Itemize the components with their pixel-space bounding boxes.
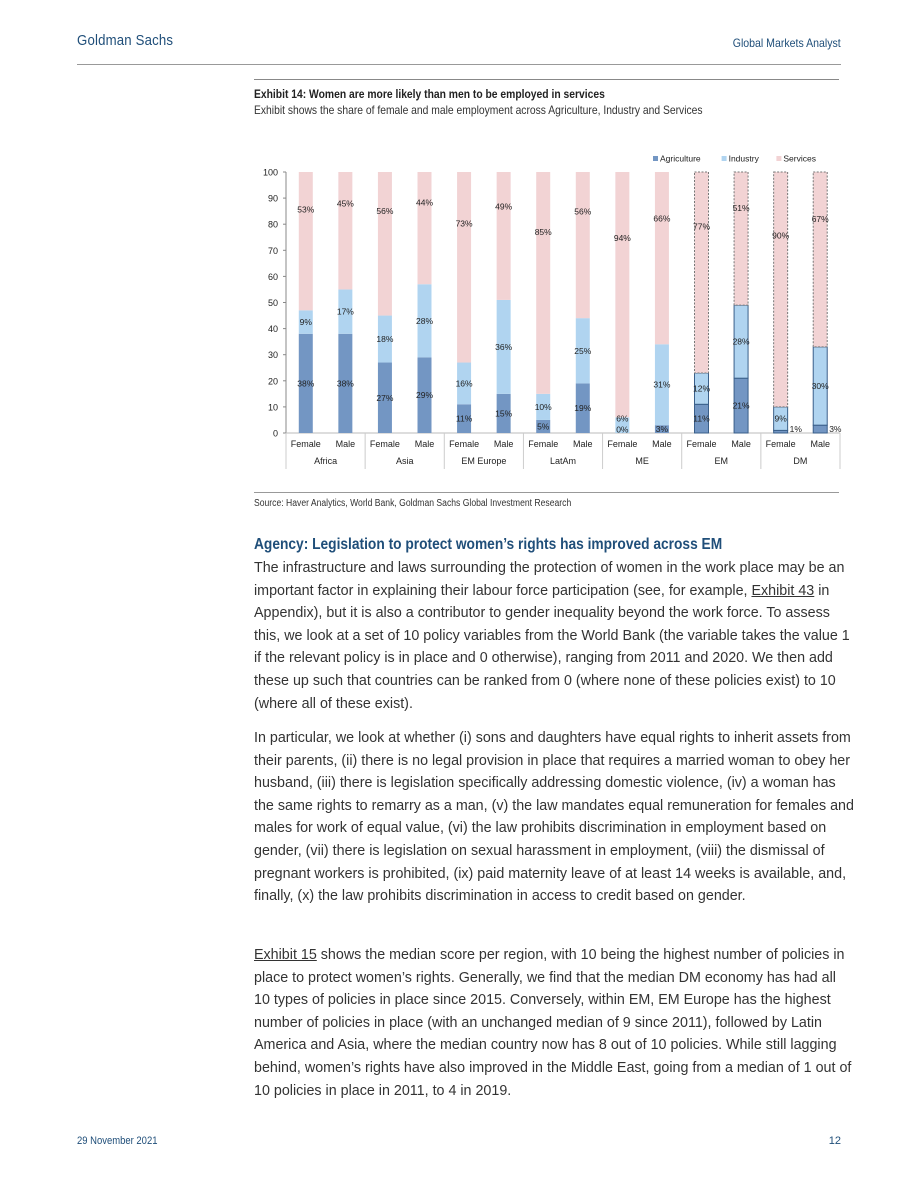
data-label-services: 94% [613,233,631,244]
data-label-agriculture: 19% [574,403,592,414]
y-tick-label: 10 [267,402,278,413]
data-label-industry: 12% [692,383,711,394]
data-label-agriculture: 0% [616,424,629,435]
x-category-label: Male [810,439,830,449]
data-label-agriculture: 5% [537,421,550,432]
data-label-services: 49% [495,201,513,212]
x-group-label: DM [793,456,808,466]
x-group-label: Africa [314,456,338,466]
x-category-label: Male [573,439,593,449]
legend-label-services: Services [783,153,816,164]
x-category-label: Female [369,439,400,449]
data-label-industry: 25% [574,345,592,356]
x-group-label: ME [635,456,649,466]
exhibit-title: Exhibit 14: Women are more likely than men to be employed in services [254,87,605,101]
exhibit-subtitle: Exhibit shows the share of female and male employment across Agriculture, Industry and Services [254,103,703,117]
legend-swatch-industry [722,156,727,161]
exhibit-source: Source: Haver Analytics, World Bank, Goldman Sachs Global Investment Research [254,498,572,509]
stacked-bar-chart [254,148,844,478]
data-label-industry: 9% [299,317,312,328]
x-category-label: Female [686,439,717,449]
bar-segment-services [536,172,550,394]
x-group-label: LatAm [549,456,577,466]
bar-segment-services [734,172,748,305]
exhibit-43-link[interactable]: Exhibit 43 [751,582,815,599]
data-label-services: 67% [811,214,829,225]
y-tick-label: 0 [272,428,278,439]
paragraph-3 [254,944,854,1102]
source-divider [254,492,839,493]
data-label-services: 66% [653,213,671,224]
y-tick-label: 90 [267,193,278,204]
x-group-label: EM [714,456,729,466]
x-category-label: Female [449,439,480,449]
legend-label-agriculture: Agriculture [660,153,701,164]
data-label-services: 73% [455,218,473,229]
y-tick-label: 60 [267,271,278,282]
bar-segment-services [497,172,511,300]
data-label-agriculture: 29% [415,390,434,401]
data-label-industry: 16% [455,378,473,389]
bar-segment-services [415,172,434,284]
x-category-label: Male [731,439,751,449]
y-tick-label: 80 [267,219,278,230]
x-category-label: Male [493,439,514,449]
paragraph-1 [254,557,854,715]
x-category-label: Male [652,439,672,449]
data-label-agriculture: 3% [655,424,669,434]
legend-swatch-services [776,156,781,161]
bar-segment-services [615,172,629,417]
bar-segment-services [378,172,392,316]
data-label-services: 44% [415,197,434,208]
data-label-agriculture: 21% [732,400,750,411]
data-label-industry: 18% [376,334,394,345]
data-label-industry: 30% [811,381,829,392]
paragraph-3-text: shows the median score per region, with 10 being the highest number of policies in place to protect women’s rights. Generally, we find that the median DM economy has had all 10 types of policies in place since 2015. Conversely, within EM, EM Europe has the highest number of policies in place (with an unchanged median of 9 since 2011), followed by Latin America and Asia, where the median country now has 8 out of 10 policies. While still lagging behind, women’s rights have also improved in the Middle East, going from a median of 1 out of 10 policies in place in 2011, to 4 in 2019. [254,947,852,1099]
bar-segment-services [692,172,711,373]
data-label-industry: 6% [616,413,629,424]
data-label-services: 51% [732,202,750,213]
paragraph-1-intro: The infrastructure and laws surrounding the protection of women in the work place may be an important factor in explaining their labour force participation (see, for example, [254,560,845,599]
data-label-services: 45% [336,198,354,209]
header-divider [77,64,841,65]
data-label-agriculture: 38% [297,378,315,389]
bar-segment-services [299,172,313,310]
exhibit-15-link[interactable]: Exhibit 15 [254,947,317,963]
data-label-industry: 28% [415,315,434,326]
data-label-agriculture: 15% [495,408,513,419]
report-date: 29 November 2021 [77,1135,158,1147]
bar-segment-services [774,172,788,407]
publication-name: Global Markets Analyst [733,36,841,50]
x-category-label: Female [607,439,638,449]
data-label-services: 56% [376,205,394,216]
paragraph-1-text: in Appendix), but it is also a contributor to gender inequality beyond the work force. To assess this, we look at a set of 10 policy variables from the World Bank (the variable takes the value 1 if the relevant policy is in place and 0 otherwise), ranging from 2011 and 2020. We then add these up such that countries can be ranked from 0 (where none of these policies exist) to 10 (where all of these exist). [254,582,850,712]
data-label-services: 90% [772,230,790,241]
page-number: 12 [828,1135,841,1147]
data-label-services: 56% [574,206,592,217]
data-label-agriculture: 11% [693,413,710,424]
y-tick-label: 50 [267,298,278,308]
x-category-label: Female [290,439,321,449]
bar-segment-services [813,172,827,347]
data-label-industry: 28% [732,336,750,347]
data-label-agriculture: 27% [376,392,394,403]
bar-segment-services [338,172,352,289]
data-label-services: 77% [692,221,711,232]
section-heading: Agency: Legislation to protect women’s rights has improved across EM [254,536,723,553]
data-label-industry: 17% [336,306,354,317]
data-label-agriculture: 38% [336,378,354,389]
bar-segment-services [457,172,471,363]
y-tick-label: 20 [267,376,278,387]
data-label-services: 85% [534,226,552,237]
data-label-agriculture: 1% [789,424,802,434]
data-label-industry: 31% [653,379,671,390]
data-label-agriculture: 3% [829,424,842,434]
y-tick-label: 100 [262,167,278,178]
data-label-industry: 10% [534,401,552,412]
y-tick-label: 70 [267,245,278,256]
data-label-industry: 9% [774,413,787,424]
x-group-label: Asia [395,456,414,466]
legend-label-industry: Industry [728,153,759,164]
x-group-label: EM Europe [461,456,507,466]
bar-segment-services [655,172,669,344]
y-tick-label: 30 [267,350,278,361]
bar-segment-services [576,172,590,318]
x-category-label: Female [765,439,796,449]
x-category-label: Male [335,439,356,449]
exhibit-top-divider [254,79,839,80]
x-category-label: Female [528,439,559,449]
x-category-label: Male [414,439,435,449]
data-label-agriculture: 11% [455,413,473,424]
brand-name: Goldman Sachs [77,32,174,49]
bar-segment-agriculture [813,425,827,433]
paragraph-2: In particular, we look at whether (i) sons and daughters have equal rights to inherit assets from their parents, (ii) there is no legal provision in place that requires a married woman to obey her husband, (iii) there is legislation specifically addressing domestic violence, (iv) a woman has the same rights to remarry as a man, (v) the law mandates equal remuneration for females and males for work of equal value, (vi) the law prohibits discrimination in employment based on gender, (vii) there is legislation on sexual harassment in employment, (viii) the dismissal of pregnant workers is prohibited, (ix) paid maternity leave of at least 14 weeks is available, and, finally, (x) the law prohibits discrimination in access to credit based on gender. [254,730,854,905]
data-label-industry: 36% [495,341,513,352]
y-tick-label: 40 [267,324,278,335]
data-label-services: 53% [297,204,315,215]
legend-swatch-agriculture [653,156,658,161]
